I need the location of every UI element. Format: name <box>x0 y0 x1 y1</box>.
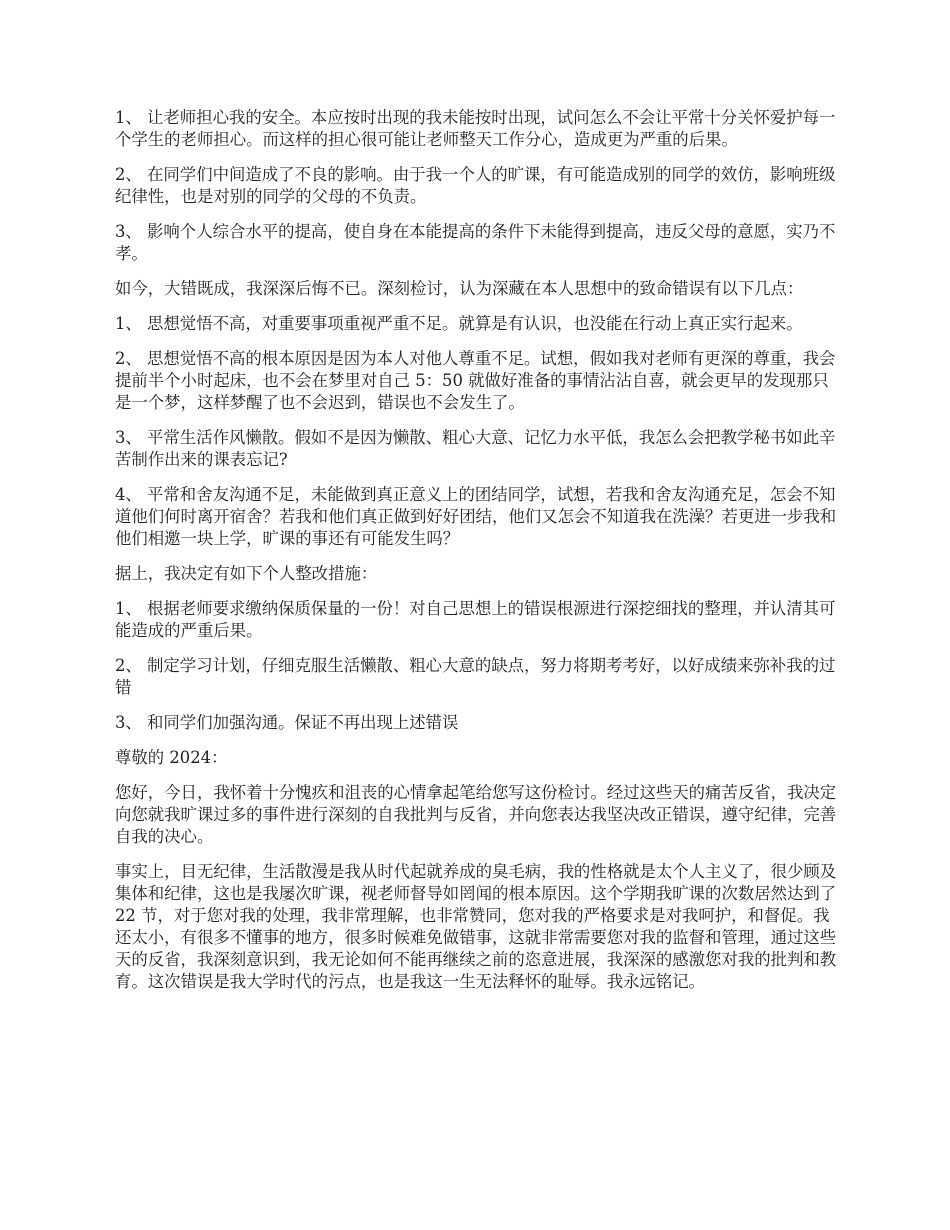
paragraph-greeting: 您好，今日，我怀着十分愧疚和沮丧的心情拿起笔给您写这份检讨。经过这些天的痛苦反省，我决定向您就我旷课过多的事件进行深刻的自我批判与反省，并向您表达我坚决改正错误，遵守纪律，完善自我的决心。 <box>115 783 837 846</box>
document-body <box>115 107 841 1006</box>
paragraph-impact-3: 3、 影响个人综合水平的提高，使自身在本能提高的条件下未能得到提高，违反父母的意愿，实乃不孝。 <box>115 222 836 263</box>
paragraph-error-4: 4、 平常和舍友沟通不足，未能做到真正意义上的团结同学，试想，若我和舍友沟通充足，怎会不知道他们何时离开宿舍？若我和他们真正做到好好团结，他们又怎会不知道我在洗澡？若更进一步我和他们相邀一块上学，旷课的事还有可能发生吗？ <box>115 485 837 548</box>
paragraph-error-1: 1、 思想觉悟不高，对重要事项重视严重不足。就算是有认识，也没能在行动上真正实行起来。 <box>115 314 803 333</box>
paragraph-impact-2: 2、 在同学们中间造成了不良的影响。由于我一个人的旷课，有可能造成别的同学的效仿，影响班级纪律性，也是对别的同学的父母的不负责。 <box>115 165 836 206</box>
paragraph-error-2: 2、 思想觉悟不高的根本原因是因为本人对他人尊重不足。试想，假如我对老师有更深的尊重，我会提前半个小时起床，也不会在梦里对自己 5：50 就做好准备的事情沾沾自喜，就会更早的发现那只是一个梦，这样梦醒了也不会迟到，错误也不会发生了。 <box>115 349 836 412</box>
paragraph-confession: 事实上，目无纪律，生活散漫是我从时代起就养成的臭毛病，我的性格就是太个人主义了，很少顾及集体和纪律，这也是我屡次旷课，视老师督导如罔闻的根本原因。这个学期我旷课的次数居然达到了 22 节，对于您对我的处理，我非常理解，也非常赞同，您对我的严格要求是对我呵护，和督促。我还太小，有很多不懂事的地方，很多时候难免做错事，这就非常需要您对我的监督和管理，通过这些天的反省，我深刻意识到，我无论如何不能再继续之前的恣意进展，我深深的感激您对我的批判和教育。这次错误是我大学时代的污点，也是我这一生无法释怀的耻辱。我永远铭记。 <box>115 862 837 991</box>
paragraph-measures-intro: 据上，我决定有如下个人整改措施： <box>115 564 378 583</box>
paragraph-measure-2: 2、 制定学习计划，仔细克服生活懒散、粗心大意的缺点，努力将期考考好，以好成绩来弥补我的过错 <box>115 656 836 697</box>
paragraph-salutation: 尊敬的 2024： <box>115 748 228 767</box>
paragraph-measure-1: 1、 根据老师要求缴纳保质保量的一份！对自己思想上的错误根源进行深挖细找的整理，并认清其可能造成的严重后果。 <box>115 599 836 640</box>
paragraph-reflection-intro: 如今，大错既成，我深深后悔不已。深刻检讨，认为深藏在本人思想中的致命错误有以下几点： <box>115 279 804 298</box>
paragraph-impact-1: 1、 让老师担心我的安全。本应按时出现的我未能按时出现，试问怎么不会让平常十分关怀爱护每一个学生的老师担心。而这样的担心很可能让老师整天工作分心，造成更为严重的后果。 <box>115 108 836 149</box>
paragraph-error-3: 3、 平常生活作风懒散。假如不是因为懒散、粗心大意、记忆力水平低，我怎么会把教学秘书如此辛苦制作出来的课表忘记? <box>115 428 836 469</box>
paragraph-measure-3: 3、 和同学们加强沟通。保证不再出现上述错误 <box>115 713 459 732</box>
